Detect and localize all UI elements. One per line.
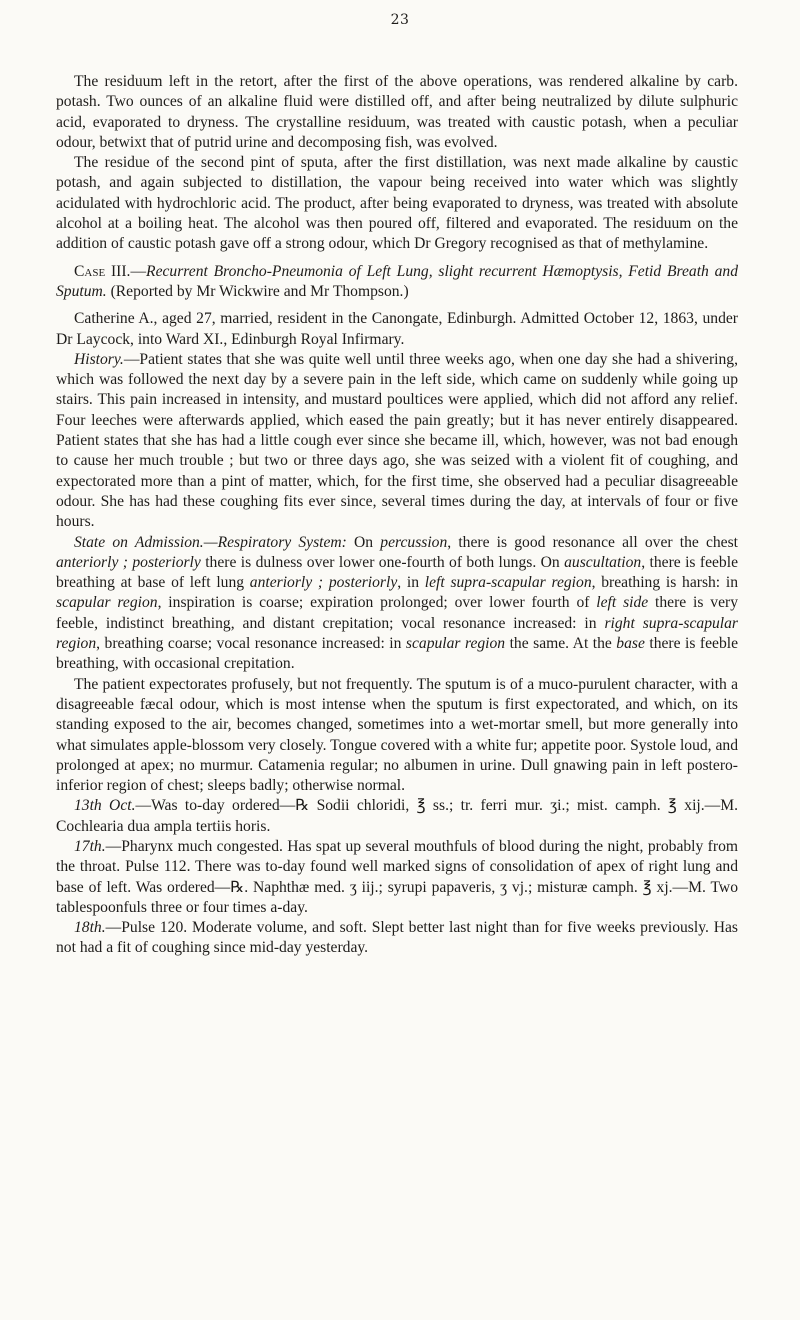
paragraph-second-pint: The residue of the second pint of sputa, after the first distillation, was next made alkaline by caustic potash, and again subjected to distillation, the vapour being received into water which was slightly acidulated with hydrochloric acid. The product, after being evaporated to dryness, was treated with absolute alcohol at a boiling heat. The alcohol was then poured off, filtered and evaporated. The residuum on the addition of caustic potash gave off a strong odour, which Dr Gregory recognised as that of methylamine. xyxy=(56,154,738,253)
entry-text-oct-17: —Pharynx much congested. Has spat up several mouthfuls of blood during the night, probably from the throat. Pulse 112. There was to-day found well marked signs of consolidation of apex of right lung and base of left. Was ordered—℞. Naphthæ med. ʒ iij.; syrupi papaveris, ʒ vj.; misturæ camph. ℥ xj.—M. Two tablespoonfuls three or four times a-day. xyxy=(56,837,738,916)
page-number: 23 xyxy=(390,12,410,28)
case-reporter: (Reported by Mr Wickwire and Mr Thompson.) xyxy=(106,282,409,300)
entry-text-oct-13: —Was to-day ordered—℞ Sodii chloridi, ℥ ss.; tr. ferri mur. ʒi.; mist. camph. ℥ xij.—M. Cochlearia dua ampla tertiis horis. xyxy=(56,797,738,835)
date-label-oct-13: 13th Oct. xyxy=(74,797,136,815)
entry-text-oct-18: —Pulse 120. Moderate volume, and soft. Slept better last night than for five weeks previously. Has not had a fit of coughing since mid-day yesterday. xyxy=(56,919,738,957)
state-term: scapular region xyxy=(405,635,506,653)
state-text: there is very feeble, indistinct breathing, and distant crepitation; vocal resonance increased: in xyxy=(56,594,739,632)
date-label-oct-17: 17th. xyxy=(74,837,106,855)
state-term: right supra-scapular region xyxy=(56,614,739,653)
case-heading xyxy=(56,262,738,303)
paragraph-oct-17 xyxy=(56,837,738,918)
paragraph-sputum: The patient expectorates profusely, but not frequently. The sputum is of a muco-purulent character, with a disagreeable fæcal odour, which is most intense when the sputum is first expectorated, and which, on its standing exposed to the air, becomes changed, sometimes into a wet-mortar smell, but more generally into what simulates apple-blossom very closely. Tongue covered with a white fur; appetite poor. Systole loud, and prolonged at apex; no murmur. Catamenia regular; no albumen in urine. Dull gnawing pain in left postero-inferior region of chest; sleeps badly; otherwise normal. xyxy=(56,675,738,795)
state-heading: State on Admission.—Respiratory System: xyxy=(74,533,347,551)
state-text: On xyxy=(346,533,381,551)
state-term: anteriorly ; posteriorly xyxy=(249,574,398,592)
case-dash: — xyxy=(130,262,147,280)
case-title: Recurrent Broncho-Pneumonia of Left Lung, slight recurrent Hæmoptysis, Fetid Breath and Sputum. xyxy=(56,262,738,300)
page-body xyxy=(56,72,738,959)
history-label: History. xyxy=(74,350,124,368)
state-text: , there is good resonance all over the chest xyxy=(447,533,739,551)
state-term: scapular region xyxy=(56,594,158,612)
paragraph-state-on-admission xyxy=(56,533,738,675)
state-text: there is feeble breathing, with occasional crepitation. xyxy=(56,635,738,673)
state-text: , in xyxy=(397,574,425,592)
date-label-oct-18: 18th. xyxy=(74,919,106,937)
state-term: base xyxy=(616,635,645,653)
state-term: left supra-scapular region xyxy=(424,574,592,592)
paragraph-patient: Catherine A., aged 27, married, resident in the Canongate, Edinburgh. Admitted October 12, 1863, under Dr Laycock, into Ward XI., Edinburgh Royal Infirmary. xyxy=(56,310,738,348)
state-term: auscultation xyxy=(564,553,642,571)
state-term: anteriorly ; posteriorly xyxy=(56,553,201,571)
case-label: Case III. xyxy=(74,262,131,280)
paragraph-residuum: The residuum left in the retort, after the first of the above operations, was rendered alkaline by carb. potash. Two ounces of an alkaline fluid were distilled off, and after being neutralized by dilute sulphuric acid, evaporated to dryness. The crystalline residuum, was treated with caustic potash, when a peculiar odour, betwixt that of putrid urine and decomposing fish, was evolved. xyxy=(56,73,738,151)
state-text: , inspiration is coarse; expiration prolonged; over lower fourth of xyxy=(157,594,597,612)
state-text: , breathing is harsh: in xyxy=(591,574,739,592)
state-term: left side xyxy=(596,594,649,612)
state-text: there is dulness over lower one-fourth of both lungs. On xyxy=(200,553,565,571)
state-term: percussion xyxy=(380,533,448,551)
paragraph-oct-18 xyxy=(56,918,738,959)
state-text: , there is feeble breathing at base of left lung xyxy=(56,553,738,592)
paragraph-oct-13 xyxy=(56,796,738,837)
paragraph-history xyxy=(56,350,738,533)
state-text: the same. At the xyxy=(505,635,617,653)
history-text: —Patient states that she was quite well until three weeks ago, when one day she had a shivering, which was followed the next day by a severe pain in the left side, which came on suddenly while going up stairs. This pain increased in intensity, and mustard poultices were applied, which did not afford any relief. Four leeches were afterwards applied, which eased the pain greatly; but it has never entirely disappeared. Patient states that she has had a little cough ever since she became ill, which, however, was not bad enough to cause her much trouble ; but two or three days ago, she was seized with a violent fit of coughing, and expectorated more than a pint of matter, which, for the first time, she observed had a peculiar disagreeable odour. She has had these coughing fits ever since, several times during the day, at intervals of four or five hours. xyxy=(56,350,738,531)
state-text: , breathing coarse; vocal resonance increased: in xyxy=(96,635,406,653)
